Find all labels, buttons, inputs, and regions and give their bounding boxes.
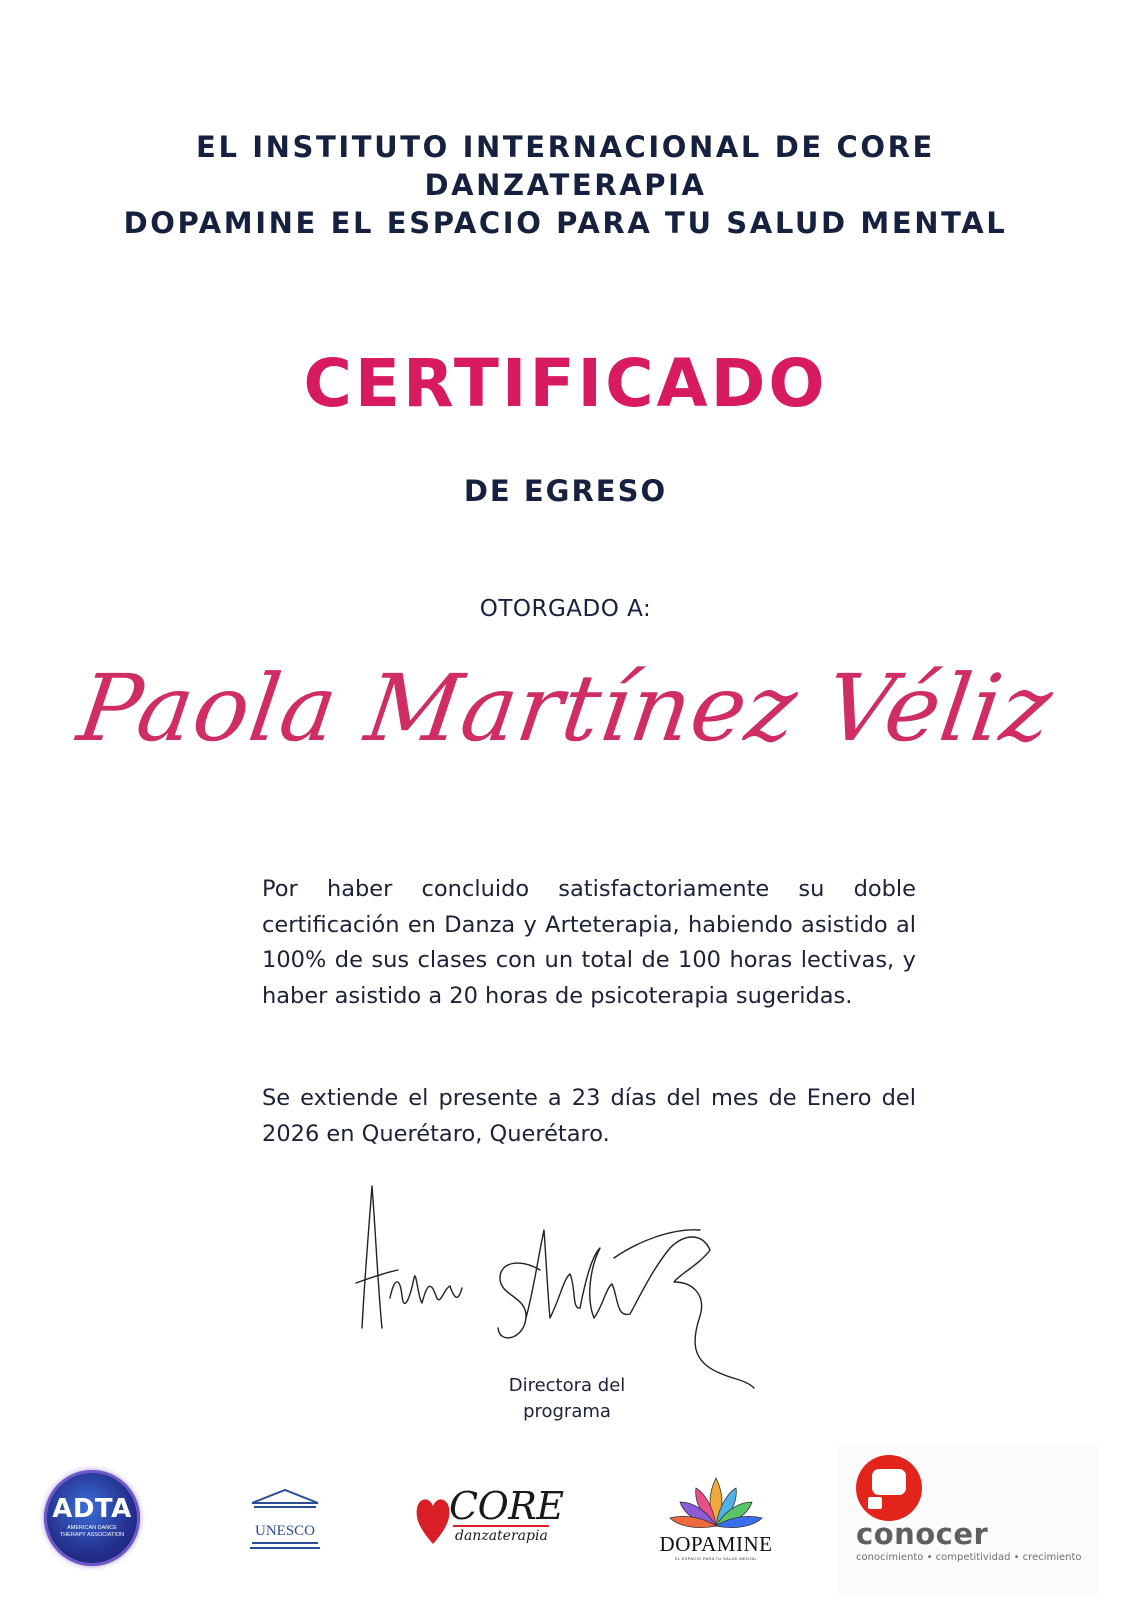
signatures [350, 1178, 770, 1398]
signature-caption-text: Directora del programa [508, 1375, 626, 1422]
unesco-logo [248, 1487, 322, 1551]
institution-header [0, 128, 1131, 242]
core-logo-name: CORE [449, 1484, 564, 1528]
adta-logo-subtext: AMERICAN DANCE THERAPY ASSOCIATION [59, 1525, 125, 1538]
header-line-3: DOPAMINE EL ESPACIO PARA TU SALUD MENTAL [123, 206, 1008, 240]
granted-label: OTORGADO A: [479, 596, 652, 622]
dopamine-logo-subtext: EL ESPACIO PARA TU SALUD MENTAL [675, 1556, 757, 1561]
core-logo-subtext: danzaterapia [455, 1528, 548, 1544]
header-line-1: EL INSTITUTO INTERNACIONAL DE CORE [196, 130, 935, 164]
achievement-paragraph: Por haber concluido satisfactoriamente su doble certificación en Danza y Arteterapia, habiendo asistido al 100% de sus clases con un total de 100 horas lectivas, y haber asistido a 20 horas de psicoterapia sugeridas. [262, 876, 916, 1009]
signature-1 [356, 1186, 462, 1328]
unesco-logo-name: UNESCO [255, 1523, 316, 1539]
signature-2 [498, 1230, 754, 1388]
recipient-name: Paola Martínez Véliz [71, 655, 1060, 762]
conocer-mark-icon [856, 1455, 922, 1521]
core-logo [415, 1484, 564, 1554]
dopamine-logo-name: DOPAMINE [659, 1532, 773, 1556]
issue-date-paragraph: Se extiende el presente a 23 días del mes de Enero del 2026 en Querétaro, Querétaro. [262, 1085, 916, 1147]
heart-icon [415, 1490, 451, 1546]
lotus-icon [658, 1470, 774, 1532]
conocer-logo-name: conocer [856, 1517, 989, 1551]
conocer-logo [838, 1445, 1098, 1595]
logo-strip [0, 1440, 1131, 1600]
adta-logo-name: ADTA [52, 1494, 132, 1524]
signature-caption [0, 1373, 1131, 1425]
header-line-2: DANZATERAPIA [424, 168, 707, 202]
conocer-logo-subtext: conocimiento • competitividad • crecimiento [856, 1552, 1082, 1563]
unesco-temple-icon [248, 1487, 322, 1551]
dopamine-logo [658, 1470, 774, 1566]
certificate-subtitle: DE EGRESO [463, 474, 668, 508]
adta-logo [44, 1470, 140, 1566]
certificate-title: CERTIFICADO [303, 345, 828, 422]
